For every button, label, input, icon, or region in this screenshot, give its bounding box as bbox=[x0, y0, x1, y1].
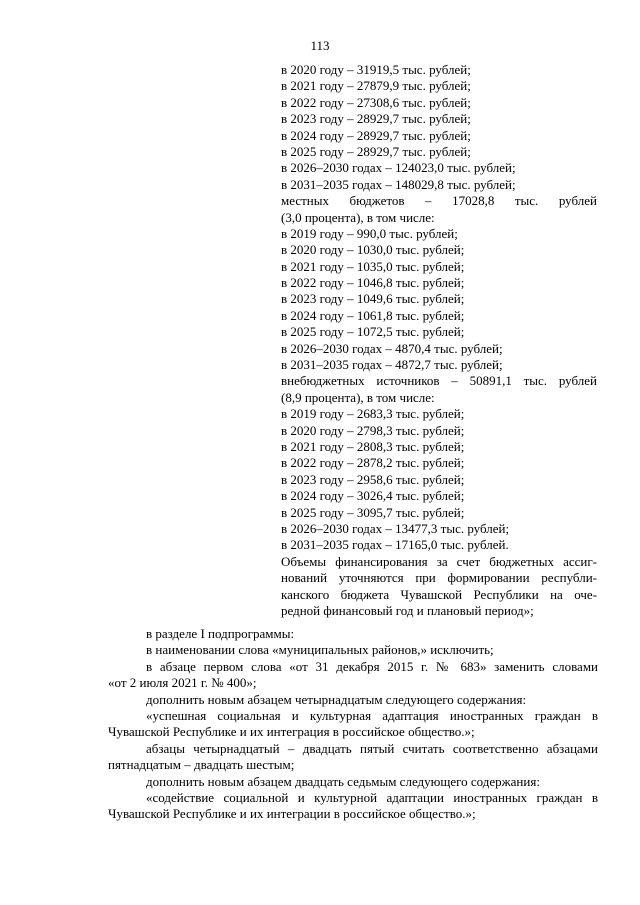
paragraph-line: в разделе I подпрограммы: bbox=[146, 626, 295, 641]
paragraph-line: Чувашской Республике и их интеграции в российское общество.»; bbox=[108, 806, 476, 822]
financing-line: в 2031–2035 годах – 148029,8 тыс. рублей; bbox=[281, 176, 516, 192]
financing-line: в 2024 году – 3026,4 тыс. рублей; bbox=[281, 488, 465, 504]
financing-column bbox=[281, 62, 597, 619]
financing-line: в 2022 году – 27308,6 тыс. рублей; bbox=[281, 94, 471, 110]
paragraph-line: абзацы четырнадцатый – двадцать пятый считать соответственно абзацами bbox=[146, 740, 598, 756]
financing-line: в 2021 году – 2808,3 тыс. рублей; bbox=[281, 438, 465, 454]
paragraph-line: «успешная социальная и культурная адаптация иностранных граждан в bbox=[146, 707, 598, 723]
financing-line: в 2025 году – 3095,7 тыс. рублей; bbox=[281, 504, 465, 520]
paragraph-line: «содействие социальной и культурной адаптации иностранных граждан в bbox=[146, 789, 598, 805]
financing-line: в 2025 году – 1072,5 тыс. рублей; bbox=[281, 324, 465, 340]
financing-line: в 2026–2030 годах – 124023,0 тыс. рублей; bbox=[281, 160, 516, 176]
financing-line: в 2022 году – 1046,8 тыс. рублей; bbox=[281, 275, 465, 291]
financing-line: редной финансовый год и плановый период»; bbox=[281, 602, 534, 618]
financing-line: в 2031–2035 годах – 4872,7 тыс. рублей; bbox=[281, 357, 503, 373]
financing-line: в 2023 году – 1049,6 тыс. рублей; bbox=[281, 291, 465, 307]
financing-line: в 2031–2035 годах – 17165,0 тыс. рублей. bbox=[281, 537, 509, 553]
paragraph-line: Чувашской Республике и их интеграция в российское общество.»; bbox=[108, 724, 475, 740]
financing-line: внебюджетных источников – 50891,1 тыс. рублей bbox=[281, 373, 597, 389]
financing-line: местных бюджетов – 17028,8 тыс. рублей bbox=[281, 193, 597, 209]
financing-line: в 2020 году – 1030,0 тыс. рублей; bbox=[281, 242, 465, 258]
financing-line: в 2020 году – 2798,3 тыс. рублей; bbox=[281, 422, 465, 438]
paragraph-line: «от 2 июля 2021 г. № 400»; bbox=[108, 675, 257, 691]
financing-line: канского бюджета Чувашской Республики на оче- bbox=[281, 586, 597, 602]
financing-line: (8,9 процента), в том числе: bbox=[281, 389, 435, 405]
financing-line: Объемы финансирования за счет бюджетных ассиг- bbox=[281, 553, 597, 569]
financing-line: в 2024 году – 28929,7 тыс. рублей; bbox=[281, 127, 471, 143]
financing-line: в 2021 году – 1035,0 тыс. рублей; bbox=[281, 258, 465, 274]
financing-line: в 2024 году – 1061,8 тыс. рублей; bbox=[281, 307, 465, 323]
paragraph-line: в абзаце первом слова «от 31 декабря 2015 г. № 683» заменить словами bbox=[146, 658, 598, 674]
financing-line: в 2023 году – 2958,6 тыс. рублей; bbox=[281, 471, 465, 487]
financing-line: в 2023 году – 28929,7 тыс. рублей; bbox=[281, 111, 471, 127]
paragraph-line: дополнить новым абзацем четырнадцатым следующего содержания: bbox=[146, 691, 527, 707]
amendments-text bbox=[108, 626, 598, 823]
financing-line: в 2019 году – 2683,3 тыс. рублей; bbox=[281, 406, 465, 422]
paragraph-line: пятнадцатым – двадцать шестым; bbox=[108, 757, 295, 773]
financing-line: нований уточняются при формировании республи- bbox=[281, 570, 597, 586]
financing-line: в 2020 году – 31919,5 тыс. рублей; bbox=[281, 62, 471, 77]
page-number: 113 bbox=[310, 38, 330, 53]
financing-line: в 2019 году – 990,0 тыс. рублей; bbox=[281, 225, 458, 241]
financing-line: в 2025 году – 28929,7 тыс. рублей; bbox=[281, 143, 471, 159]
financing-line: (3,0 процента), в том числе: bbox=[281, 209, 435, 225]
financing-line: в 2021 году – 27879,9 тыс. рублей; bbox=[281, 78, 471, 94]
financing-line: в 2026–2030 годах – 4870,4 тыс. рублей; bbox=[281, 340, 503, 356]
financing-line: в 2026–2030 годах – 13477,3 тыс. рублей; bbox=[281, 520, 510, 536]
paragraph-line: дополнить новым абзацем двадцать седьмым следующего содержания: bbox=[146, 773, 540, 789]
financing-line: в 2022 году – 2878,2 тыс. рублей; bbox=[281, 455, 465, 471]
paragraph-line: в наименовании слова «муниципальных районов,» исключить; bbox=[146, 642, 494, 658]
